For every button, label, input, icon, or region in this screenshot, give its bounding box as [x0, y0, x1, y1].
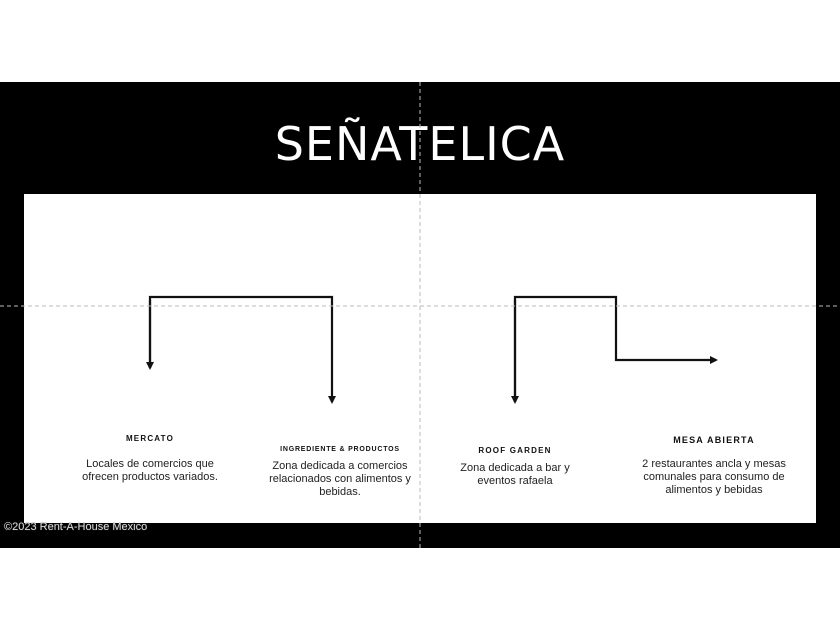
heading-ingrediente: INGREDIENTE & PRODUCTOS — [280, 446, 400, 453]
heading-mesa-abierta: MESA ABIERTA — [673, 435, 755, 445]
arrow-roof-mesa — [515, 297, 716, 402]
description-roof-garden: Zona dedicada a bar y eventos rafaela — [460, 462, 570, 487]
slide-title: SEÑATELICA — [274, 117, 566, 171]
description-mercato: Locales de comercios que ofrecen productos variados. — [82, 458, 218, 483]
arrow-mercato-ingrediente — [150, 297, 332, 402]
watermark: ©2023 Rent-A-House Mexico — [4, 521, 148, 533]
description-ingrediente: Zona dedicada a comercios relacionados con alimentos y bebidas. — [269, 460, 411, 498]
heading-roof-garden: ROOF GARDEN — [478, 446, 552, 455]
heading-mercato: MERCATO — [125, 434, 175, 443]
description-mesa-abierta: 2 restaurantes ancla y mesas comunales para consumo de alimentos y bebidas — [642, 458, 786, 496]
